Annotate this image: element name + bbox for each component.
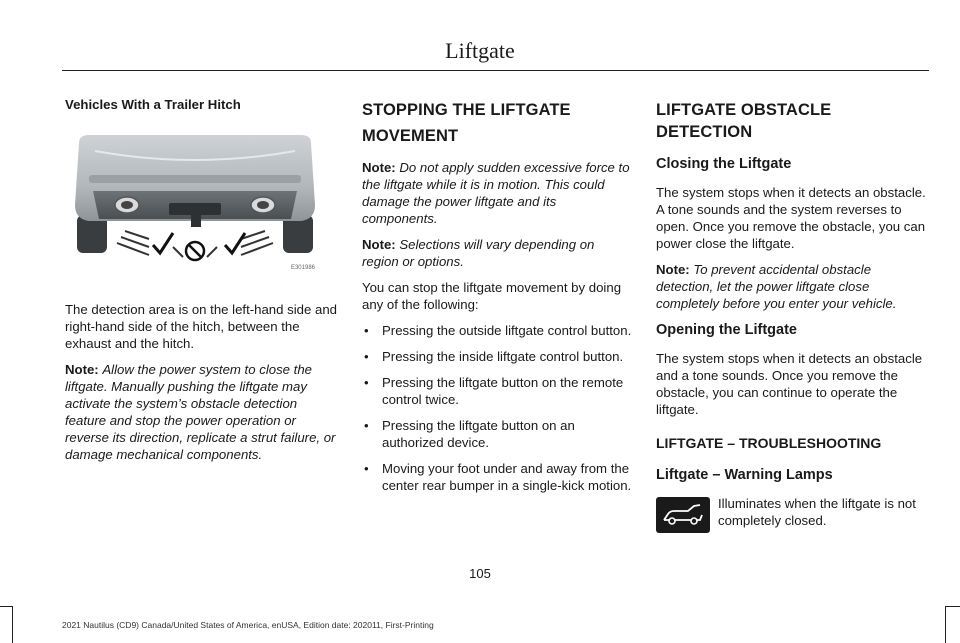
column-middle — [362, 96, 632, 503]
trailer-hitch-subheading: Vehicles With a Trailer Hitch — [65, 97, 241, 112]
page-title: Liftgate — [445, 38, 515, 63]
note-label: Note: — [656, 262, 690, 277]
troubleshooting-heading: LIFTGATE – TROUBLESHOOTING — [656, 435, 882, 451]
obstacle-detection-heading: LIFTGATE OBSTACLE DETECTION — [656, 101, 832, 141]
note-selections — [362, 236, 632, 270]
header-rule — [62, 70, 929, 71]
liftgate-ajar-warning-icon — [656, 497, 710, 533]
note-accidental-detection — [656, 261, 930, 312]
note-text: Do not apply sudden excessive force to the liftgate while it is in motion. This could damage the power liftgate and its components. — [362, 160, 630, 226]
list-item — [362, 460, 632, 494]
bullet-glyph: • — [364, 375, 369, 390]
list-item — [362, 417, 632, 451]
note-label: Note: — [65, 362, 99, 377]
heading-line-2: MOVEMENT — [362, 127, 459, 145]
note-text: To prevent accidental obstacle detection, let the power liftgate close completely before you enter your vehicle. — [656, 262, 897, 311]
warning-lamps-heading: Liftgate – Warning Lamps — [656, 467, 833, 483]
list-item-text: Pressing the liftgate button on the remote control twice. — [382, 375, 624, 407]
bullet-glyph: • — [364, 349, 369, 364]
opening-liftgate-text: The system stops when it detects an obstacle and a tone sounds. Once you remove the obstacle, you can continue to operate the liftgate. — [656, 351, 923, 417]
column-right — [656, 96, 930, 533]
closing-liftgate-heading: Closing the Liftgate — [656, 156, 792, 172]
bullet-glyph: • — [364, 418, 369, 433]
note-excessive-force — [362, 159, 632, 227]
list-item — [362, 374, 632, 408]
note-label: Note: — [362, 237, 396, 252]
rear-bumper-illustration — [65, 135, 325, 273]
column-left — [65, 96, 340, 472]
crop-mark — [946, 606, 960, 607]
list-item-text: Pressing the inside liftgate control button. — [382, 349, 624, 364]
closing-liftgate-text: The system stops when it detects an obstacle. A tone sounds and the system reverses to open. Once you remove the obstacle, you can power close the liftgate. — [656, 185, 926, 251]
stop-methods-list — [362, 322, 632, 494]
list-item — [362, 348, 632, 365]
warning-lamp-row — [656, 495, 930, 533]
note-text: Allow the power system to close the liftgate. Manually pushing the liftgate may activate the system’s obstacle detection feature and stop the power operation or reverse its direction, replicate a strut failure, or damage mechanical components. — [65, 362, 336, 462]
list-item-text: Pressing the liftgate button on an authorized device. — [382, 418, 575, 450]
heading-line-1: STOPPING THE LIFTGATE — [362, 101, 571, 119]
stop-intro-text: You can stop the liftgate movement by doing any of the following: — [362, 280, 622, 312]
figure-code: E301986 — [290, 265, 315, 271]
bullet-glyph: • — [364, 461, 369, 476]
note-text: Selections will vary depending on region or options. — [362, 237, 595, 269]
list-item-text: Moving your foot under and away from the center rear bumper in a single-kick motion. — [382, 461, 632, 493]
page-number: 105 — [469, 566, 491, 581]
stopping-liftgate-heading — [362, 99, 632, 147]
opening-liftgate-heading: Opening the Liftgate — [656, 322, 797, 338]
crop-mark — [0, 606, 12, 607]
detection-area-text: The detection area is on the left-hand side and right-hand side of the hitch, between the exhaust and the hitch. — [65, 302, 337, 351]
footer-edition-info: 2021 Nautilus (CD9) Canada/United States of America, enUSA, Edition date: 202011, First-Printing — [62, 620, 434, 630]
warning-lamp-text: Illuminates when the liftgate is not completely closed. — [718, 496, 916, 528]
crop-mark — [12, 606, 13, 643]
note-label: Note: — [362, 160, 396, 175]
list-item-text: Pressing the outside liftgate control button. — [382, 323, 632, 338]
bullet-glyph: • — [364, 323, 369, 338]
list-item — [362, 322, 632, 339]
crop-mark — [945, 606, 946, 643]
note-power-system — [65, 361, 340, 463]
